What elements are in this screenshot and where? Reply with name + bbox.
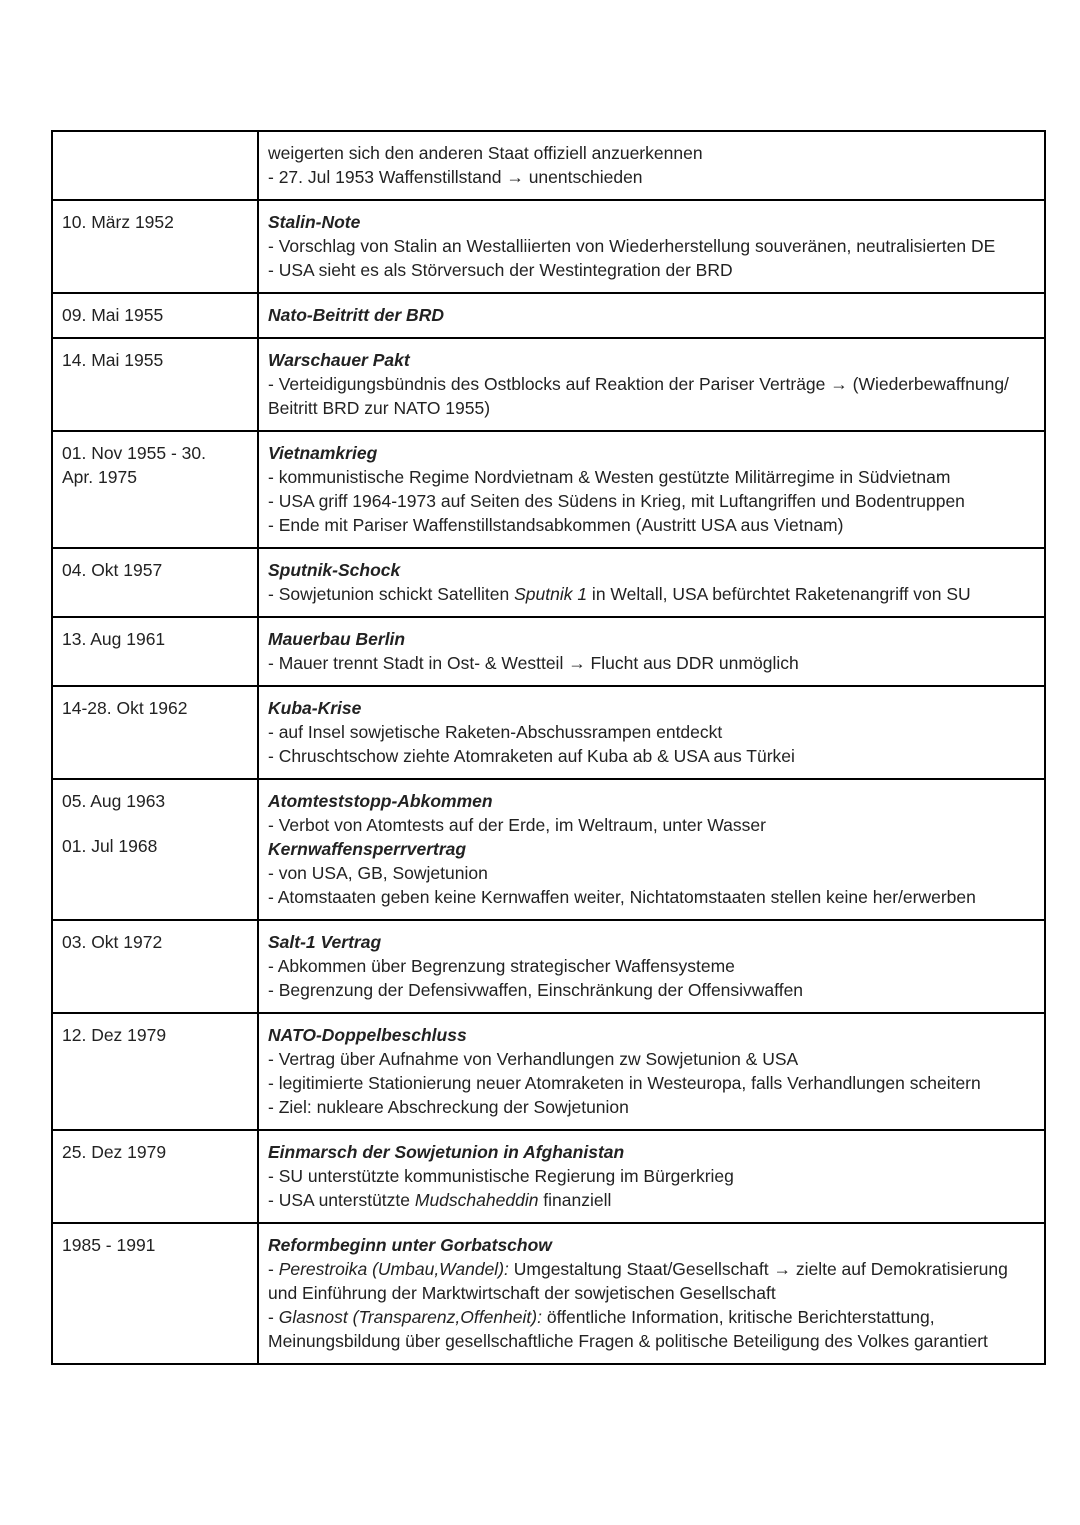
entry-text: - Verbot von Atomtests auf der Erde, im Weltraum, unter Wasser — [268, 815, 766, 835]
date-cell — [52, 131, 258, 200]
table-row — [52, 131, 1045, 200]
content-cell — [258, 920, 1045, 1013]
content-cell — [258, 1130, 1045, 1223]
entry-text-part: Umgestaltung Staat/Gesellschaft → zielte auf Demokratisierung — [508, 1259, 1008, 1279]
date-text: Apr. 1975 — [62, 467, 137, 487]
entry-text — [268, 1188, 1036, 1212]
table-row — [52, 200, 1045, 293]
entry-text-italic: Glasnost (Transparenz,Offenheit): — [278, 1307, 542, 1327]
entry-text: Beitritt BRD zur NATO 1955) — [268, 398, 491, 418]
content-cell — [258, 131, 1045, 200]
table-row — [52, 1013, 1045, 1130]
date-cell: 09. Mai 1955 — [52, 293, 258, 338]
table-row — [52, 920, 1045, 1013]
entry-text: - Abkommen über Begrenzung strategischer Waffensysteme — [268, 956, 735, 976]
entry-text — [268, 1305, 1036, 1329]
entry-text-part: in Weltall, USA befürchtet Raketenangriff von SU — [587, 584, 971, 604]
table-row — [52, 548, 1045, 617]
entry-text: - Atomstaaten geben keine Kernwaffen weiter, Nichtatomstaaten stellen keine her/erwerben — [268, 887, 976, 907]
date-cell: 03. Okt 1972 — [52, 920, 258, 1013]
spacer — [62, 813, 249, 834]
entry-text: - kommunistische Regime Nordvietnam & Westen gestützte Militärregime in Südvietnam — [268, 467, 951, 487]
date-cell — [52, 431, 258, 548]
entry-text: und Einführung der Marktwirtschaft der sowjetischen Gesellschaft — [268, 1283, 776, 1303]
entry-title: Warschauer Pakt — [268, 350, 410, 370]
date-cell: 12. Dez 1979 — [52, 1013, 258, 1130]
entry-title: Stalin-Note — [268, 212, 361, 232]
date-cell: 10. März 1952 — [52, 200, 258, 293]
entry-text: - auf Insel sowjetische Raketen-Abschussrampen entdeckt — [268, 722, 723, 742]
table-row — [52, 686, 1045, 779]
date-cell: 13. Aug 1961 — [52, 617, 258, 686]
entry-text-italic: Perestroika (Umbau,Wandel): — [278, 1259, 509, 1279]
content-cell — [258, 548, 1045, 617]
entry-text: - USA sieht es als Störversuch der Westintegration der BRD — [268, 260, 733, 280]
entry-text: - Chruschtschow ziehte Atomraketen auf Kuba ab & USA aus Türkei — [268, 746, 795, 766]
entry-text: Meinungsbildung über gesellschaftliche Fragen & politische Beteiligung des Volkes garantiert — [268, 1331, 988, 1351]
table-row — [52, 338, 1045, 431]
entry-text: - Begrenzung der Defensivwaffen, Einschränkung der Offensivwaffen — [268, 980, 804, 1000]
content-cell — [258, 1013, 1045, 1130]
entry-text: - legitimierte Stationierung neuer Atomraketen in Westeuropa, falls Verhandlungen scheitern — [268, 1073, 981, 1093]
table-row — [52, 779, 1045, 920]
date-text: 01. Jul 1968 — [62, 836, 158, 856]
entry-title: Reformbeginn unter Gorbatschow — [268, 1235, 552, 1255]
content-cell — [258, 200, 1045, 293]
entry-text-part: - Sowjetunion schickt Satelliten — [268, 584, 515, 604]
content-cell — [258, 686, 1045, 779]
entry-text: - Verteidigungsbündnis des Ostblocks auf Reaktion der Pariser Verträge → (Wiederbewaffnung/ — [268, 374, 1009, 394]
entry-text-part: - — [268, 1307, 279, 1327]
entry-text: - SU unterstützte kommunistische Regierung im Bürgerkrieg — [268, 1166, 734, 1186]
entry-text-part: - USA unterstützte — [268, 1190, 415, 1210]
entry-text-part: öffentliche Information, kritische Berichterstattung, — [541, 1307, 935, 1327]
date-text: 05. Aug 1963 — [62, 791, 166, 811]
table-row — [52, 1223, 1045, 1364]
date-cell: 1985 - 1991 — [52, 1223, 258, 1364]
entry-text — [268, 1257, 1036, 1281]
entry-text-part: - — [268, 1259, 279, 1279]
entry-title: NATO-Doppelbeschluss — [268, 1025, 467, 1045]
content-cell — [258, 779, 1045, 920]
entry-title: Einmarsch der Sowjetunion in Afghanistan — [268, 1142, 625, 1162]
entry-title: Mauerbau Berlin — [268, 629, 406, 649]
timeline-table — [51, 130, 1046, 1365]
table-row — [52, 431, 1045, 548]
document-page — [51, 130, 1046, 1365]
entry-title: Salt-1 Vertrag — [268, 932, 382, 952]
table-row — [52, 617, 1045, 686]
entry-title: Vietnamkrieg — [268, 443, 378, 463]
entry-text: - Ende mit Pariser Waffenstillstandsabkommen (Austritt USA aus Vietnam) — [268, 515, 844, 535]
date-cell: 14. Mai 1955 — [52, 338, 258, 431]
entry-text-part: finanziell — [538, 1190, 612, 1210]
entry-text: - USA griff 1964-1973 auf Seiten des Südens in Krieg, mit Luftangriffen und Bodentruppen — [268, 491, 965, 511]
entry-title: Kuba-Krise — [268, 698, 362, 718]
date-text: 01. Nov 1955 - 30. — [62, 443, 206, 463]
entry-text: weigerten sich den anderen Staat offiziell anzuerkennen — [268, 143, 703, 163]
content-cell — [258, 431, 1045, 548]
date-cell: 25. Dez 1979 — [52, 1130, 258, 1223]
content-cell — [258, 338, 1045, 431]
entry-text-italic: Mudschaheddin — [414, 1190, 539, 1210]
date-cell: 14-28. Okt 1962 — [52, 686, 258, 779]
entry-text: - von USA, GB, Sowjetunion — [268, 863, 488, 883]
date-cell: 04. Okt 1957 — [52, 548, 258, 617]
content-cell — [258, 293, 1045, 338]
entry-text: - Vorschlag von Stalin an Westalliierten von Wiederherstellung souveränen, neutralisierten DE — [268, 236, 996, 256]
entry-title: Atomteststopp-Abkommen — [268, 791, 493, 811]
content-cell — [258, 1223, 1045, 1364]
table-row — [52, 1130, 1045, 1223]
entry-text — [268, 582, 1036, 606]
table-row — [52, 293, 1045, 338]
entry-text: - Mauer trennt Stadt in Ost- & Westteil → Flucht aus DDR unmöglich — [268, 653, 799, 673]
entry-text: - Vertrag über Aufnahme von Verhandlungen zw Sowjetunion & USA — [268, 1049, 799, 1069]
date-cell — [52, 779, 258, 920]
entry-title: Kernwaffensperrvertrag — [268, 839, 467, 859]
entry-title: Sputnik-Schock — [268, 560, 401, 580]
entry-text: - Ziel: nukleare Abschreckung der Sowjetunion — [268, 1097, 629, 1117]
entry-text-italic: Sputnik 1 — [514, 584, 588, 604]
entry-text: - 27. Jul 1953 Waffenstillstand → unentschieden — [268, 167, 643, 187]
content-cell — [258, 617, 1045, 686]
entry-title: Nato-Beitritt der BRD — [268, 305, 444, 325]
